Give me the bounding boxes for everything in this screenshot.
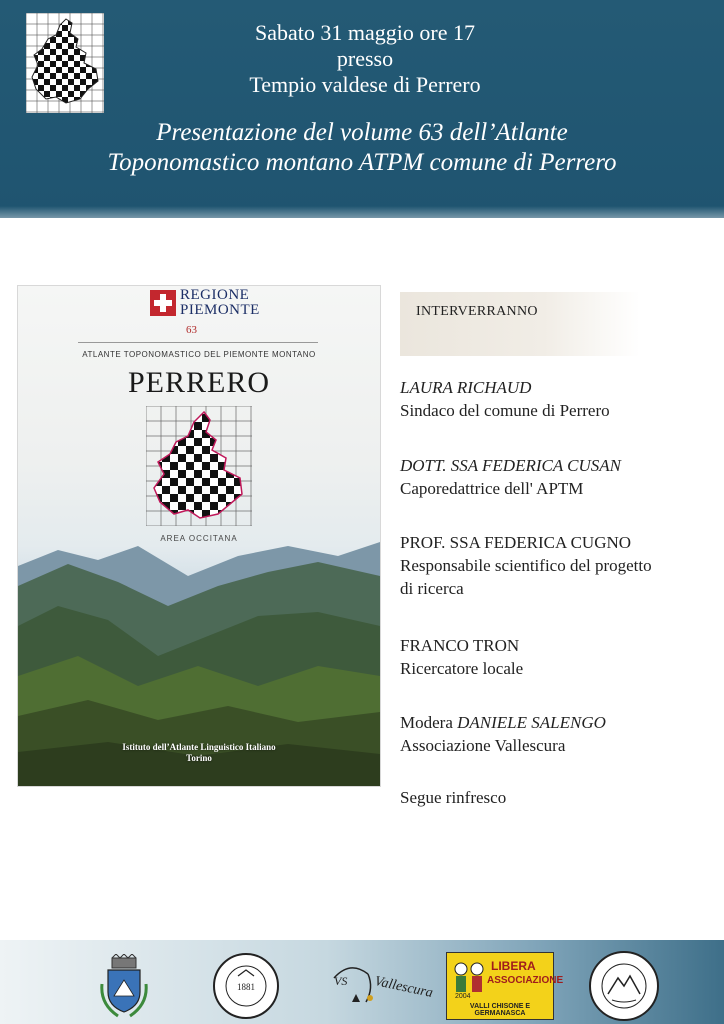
libera-year: 2004 [455, 993, 471, 1000]
moderator-prefix: Modera [400, 713, 453, 732]
speaker-laura-richaud [400, 376, 710, 422]
speaker-name: DOTT. SSA FEDERICA CUSAN [400, 456, 622, 475]
event-date: Sabato 31 maggio ore 17 [255, 20, 475, 45]
vallescura-logo [328, 958, 435, 1016]
speakers-heading: INTERVERRANNO [416, 304, 538, 319]
event-venue: Tempio valdese di Perrero [249, 72, 481, 97]
speaker-name: LAURA RICHAUD [400, 378, 532, 397]
cover-publisher [18, 742, 380, 764]
speaker-franco-tron [400, 634, 710, 680]
vallescura-initials: VS [334, 974, 348, 988]
speaker-role-line2: di ricerca [400, 579, 464, 598]
presentation-title-line1: Presentazione del volume 63 dell’Atlante [156, 119, 568, 146]
presentation-title-line2: Toponomastico montano ATPM comune di Perrero [107, 149, 617, 176]
libera-line3: VALLI CHISONE E GERMANASCA [469, 1003, 531, 1017]
piedmont-map-icon [146, 406, 252, 526]
moderator-line [400, 711, 710, 734]
vallescura-name: Vallescura [373, 974, 435, 1001]
region-line1: REGIONE [180, 287, 250, 303]
libera-line1: LIBERA [491, 959, 536, 973]
book-cover-image [18, 286, 380, 786]
region-line2: PIEMONTE [180, 302, 260, 318]
speaker-name: PROF. SSA FEDERICA CUGNO [400, 533, 632, 552]
piemonte-flag-icon [150, 290, 176, 316]
speaker-role: Caporedattrice dell' APTM [400, 479, 584, 498]
speaker-role: Associazione Vallescura [400, 736, 566, 755]
event-presso: presso [336, 46, 394, 71]
sponsor-footer [0, 940, 724, 1024]
header-fade [0, 206, 724, 240]
cover-area: AREA OCCITANA [160, 534, 238, 543]
cover-series: ATLANTE TOPONOMASTICO DEL PIEMONTE MONTANO [82, 350, 316, 359]
speaker-role: Sindaco del comune di Perrero [400, 401, 610, 420]
piedmont-checker-logo [26, 13, 104, 113]
svg-text:1881: 1881 [237, 982, 255, 992]
speakers-heading-box [400, 292, 640, 356]
speaker-name: DANIELE SALENGO [457, 713, 606, 732]
cover-divider [78, 342, 318, 343]
libera-line2: ASSOCIAZIONE [487, 975, 564, 986]
publisher-line2: Torino [186, 753, 212, 763]
perrero-coat-of-arms-icon [98, 954, 150, 1020]
speaker-role: Ricercatore locale [400, 659, 524, 678]
volume-number: 63 [186, 324, 197, 336]
speaker-federica-cugno [400, 531, 710, 600]
two-figures-icon [451, 959, 487, 995]
publisher-line1: Istituto dell’Atlante Linguistico Italiano [122, 742, 276, 752]
header-banner [0, 0, 724, 218]
la-valaddo-seal-icon [588, 950, 660, 1022]
cover-title: PERRERO [127, 366, 271, 399]
libera-associazione-logo [446, 952, 564, 1020]
moderator-daniele-salengo [400, 711, 710, 757]
speaker-role-line1: Responsabile scientifico del progetto [400, 556, 652, 575]
speaker-federica-cusan [400, 454, 710, 500]
studi-valdesi-seal-icon [212, 952, 280, 1020]
speaker-name: FRANCO TRON [400, 636, 520, 655]
closing-note: Segue rinfresco [400, 788, 507, 807]
